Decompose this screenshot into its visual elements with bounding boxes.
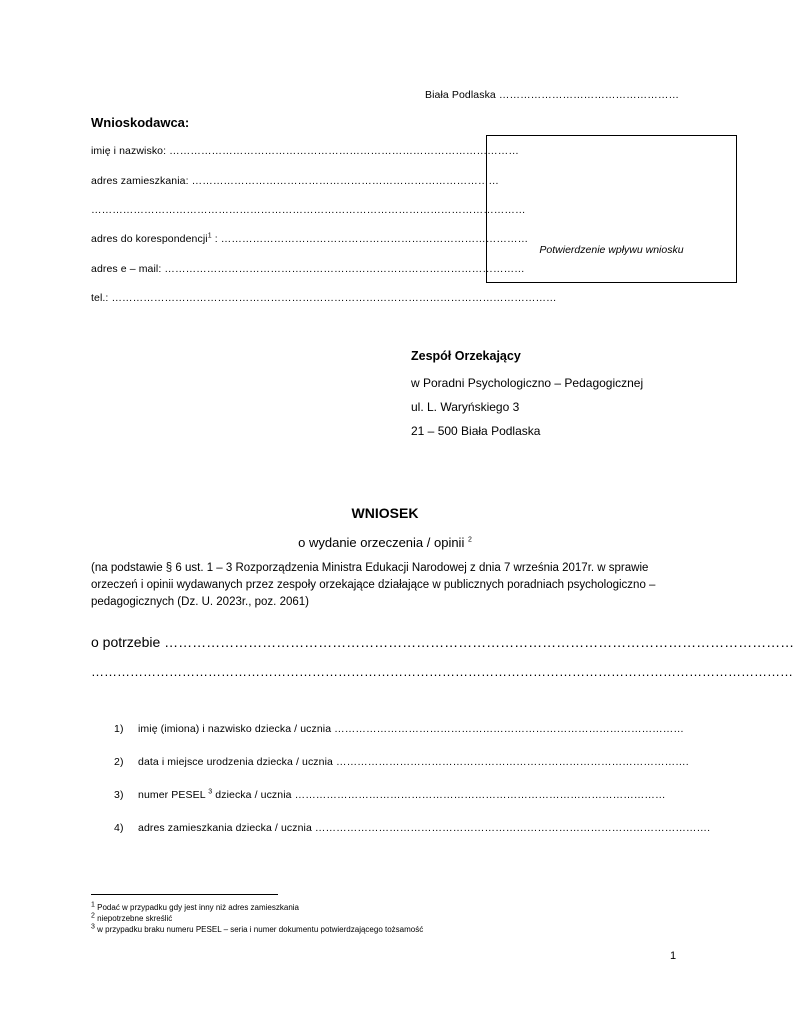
item-2-number: 2) xyxy=(114,756,124,768)
footnote-1-text: Podać w przypadku gdy jest inny niż adres zamieszkania xyxy=(94,903,300,912)
phone-field-line: tel.: ……………………………………………………………………………………………………………… xyxy=(91,292,557,304)
footnote-3-text: w przypadku braku numeru PESEL – seria i numer dokumentu potwierdzającego tożsamość xyxy=(94,925,424,934)
footnote-1 xyxy=(91,903,299,912)
item-1-text: imię (imiona) i nazwisko dziecka / ucznia ……………………………………………………………………………………… xyxy=(138,723,684,735)
item-3-text-a: numer PESEL xyxy=(138,789,209,801)
subtitle-text: o wydanie orzeczenia / opinii xyxy=(298,535,465,550)
legal-basis-paragraph: (na podstawie § 6 ust. 1 – 3 Rozporządzenia Ministra Edukacji Narodowej z dnia 7 września 2017r. w sprawie orzeczeń i opinii wydawanych przez zespoły orzekające działające w publicznych poradniach psychologiczno – pedagogicznych (Dz. U. 2023r., poz. 2061) xyxy=(91,562,656,608)
correspondence-label: adres do korespondencji xyxy=(91,233,208,245)
footnote-ref-3: 3 xyxy=(208,788,213,796)
correspondence-dots: : …………………………………………………………………………… xyxy=(211,233,529,245)
address-continuation-line: …………………………………………………………………………………………………………… xyxy=(91,204,526,216)
item-2-text: data i miejsce urodzenia dziecka / ucznia ………………………………………………………………………………………. xyxy=(138,756,689,768)
document-title: WNIOSEK xyxy=(351,505,419,521)
address-field-line: adres zamieszkania: …………………………………………………………………………… xyxy=(91,175,500,187)
name-field-line: imię i nazwisko: ……………………………………………………………………………………… xyxy=(91,145,519,157)
item-1-number: 1) xyxy=(114,723,124,735)
footnote-2-text: niepotrzebne skreślić xyxy=(94,914,173,923)
item-4-text: adres zamieszkania dziecka / ucznia …………………………………………………………………………………………………. xyxy=(138,822,711,834)
footnote-1-number: 1 xyxy=(91,901,95,909)
footnote-separator xyxy=(91,894,278,895)
document-subtitle xyxy=(0,535,770,550)
receipt-confirmation-box xyxy=(486,135,737,283)
footnote-ref-2: 2 xyxy=(467,536,472,544)
item-3-number: 3) xyxy=(114,789,124,801)
footnote-3 xyxy=(91,925,423,934)
applicant-heading: Wnioskodawca: xyxy=(91,115,190,130)
footnote-2-number: 2 xyxy=(91,912,95,920)
place-date-line: Biała Podlaska …………………………………………… xyxy=(425,89,680,101)
item-3-text-b: dziecka / ucznia …………………………………………………………………………………………… xyxy=(212,789,666,801)
footnote-2 xyxy=(91,914,172,923)
recipient-line-3: 21 – 500 Biała Podlaska xyxy=(411,424,541,438)
footnote-3-number: 3 xyxy=(91,923,95,931)
recipient-name: Zespół Orzekający xyxy=(411,349,521,363)
need-line: o potrzebie ……………………………………………………………………………………………………………………… xyxy=(91,634,794,650)
recipient-line-1: w Poradni Psychologiczno – Pedagogicznej xyxy=(411,376,644,390)
need-continuation-line: ……………………………………………………………………………………………………………………………………………… xyxy=(91,664,793,679)
recipient-line-2: ul. L. Waryńskiego 3 xyxy=(411,400,520,414)
footnote-ref-1: 1 xyxy=(207,232,212,240)
receipt-confirmation-label: Potwierdzenie wpływu wniosku xyxy=(539,244,684,256)
item-4-number: 4) xyxy=(114,822,124,834)
email-field-line: adres e – mail: ………………………………………………………………………………………… xyxy=(91,263,525,275)
correspondence-address-line xyxy=(91,232,529,245)
item-3-text xyxy=(138,789,680,801)
page-number: 1 xyxy=(670,950,677,962)
